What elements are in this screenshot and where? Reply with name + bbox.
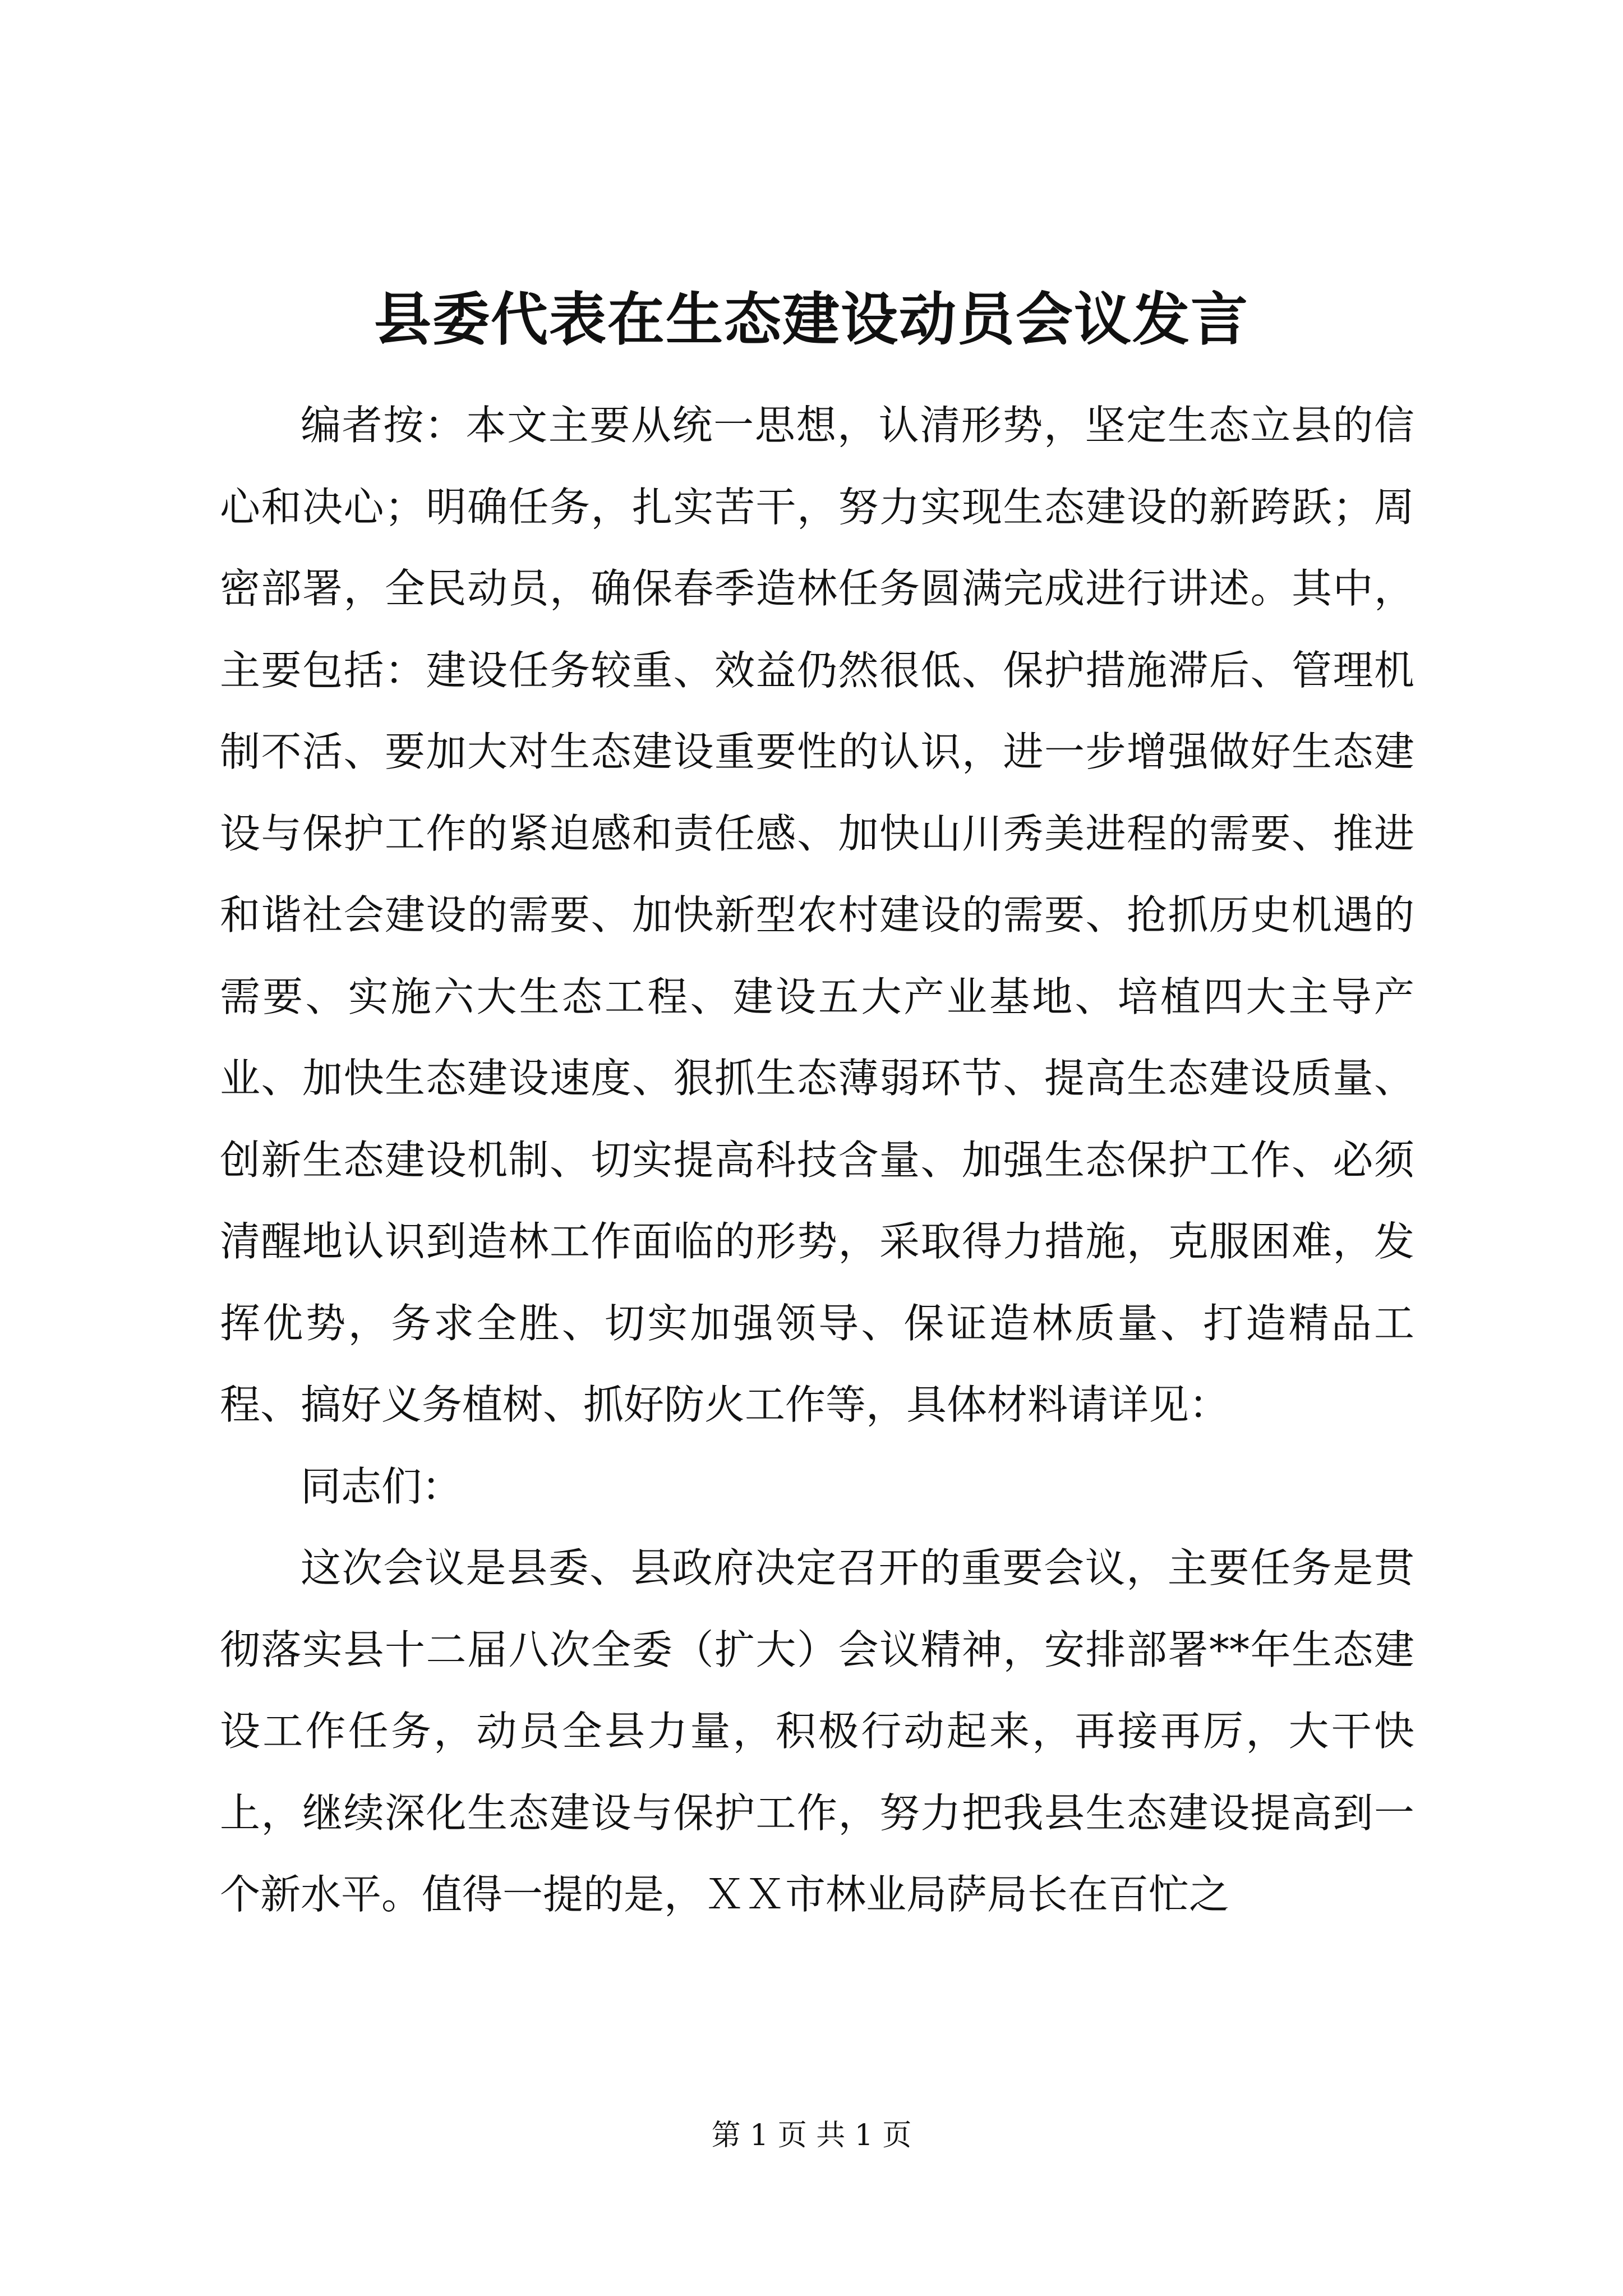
salutation-paragraph: 同志们： xyxy=(301,1462,463,1510)
page-footer: 第 1 页 共 1 页 xyxy=(711,2119,912,2152)
document-body xyxy=(220,385,1414,1936)
body-paragraph: 这次会议是县委、县政府决定召开的重要会议，主要任务是贯彻落实县十二届八次全委（扩大）会议精神，安排部署**年生态建设工作任务，动员全县力量，积极行动起来，再接再厉，大干快上，继续深化生态建设与保护工作，努力把我县生态建设提高到一个新水平。值得一提的是，ＸＸ市林业局萨局长在百忙之 xyxy=(220,1544,1414,1918)
editor-note-paragraph: 编者按：本文主要从统一思想，认清形势，坚定生态立县的信心和决心；明确任务，扎实苦干，努力实现生态建设的新跨跃；周密部署，全民动员，确保春季造林任务圆满完成进行讲述。其中，主要包括：建设任务较重、效益仍然很低、保护措施滞后、管理机制不活、要加大对生态建设重要性的认识，进一步增强做好生态建设与保护工作的紧迫感和责任感、加快山川秀美进程的需要、推进和谐社会建设的需要、加快新型农村建设的需要、抢抓历史机遇的需要、实施六大生态工程、建设五大产业基地、培植四大主导产业、加快生态建设速度、狠抓生态薄弱环节、提高生态建设质量、创新生态建设机制、切实提高科技含量、加强生态保护工作、必须清醒地认识到造林工作面临的形势，采取得力措施，克服困难，发挥优势，务求全胜、切实加强领导、保证造林质量、打造精品工程、搞好义务植树、抓好防火工作等，具体材料请详见： xyxy=(220,402,1414,1428)
document-title: 县委代表在生态建设动员会议发言 xyxy=(374,286,1249,353)
